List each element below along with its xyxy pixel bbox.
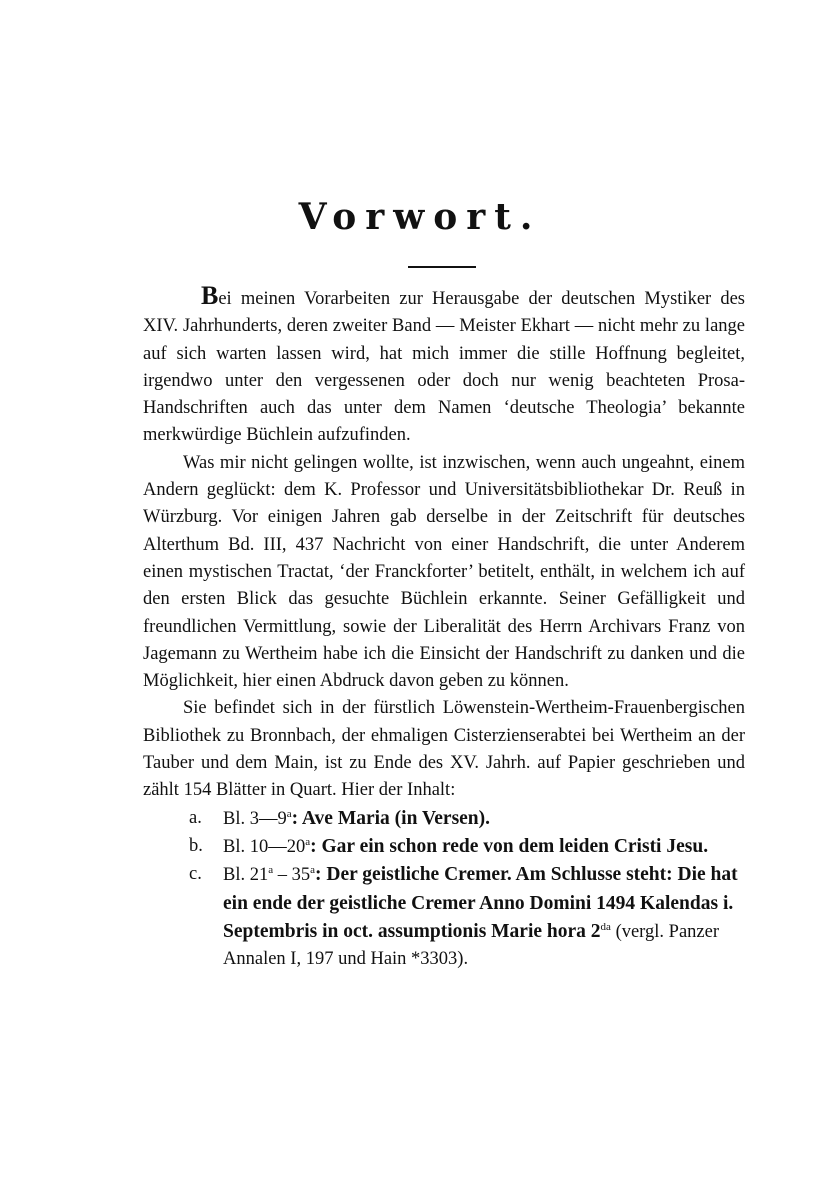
list-item-ref-sup: a <box>286 807 292 820</box>
paragraph-2: Was mir nicht gelingen wollte, ist inzwischen, wenn auch ungeahnt, einem Andern geglückt: dem K. Professor und Universitätsbibliothekar Dr. Reuß in Würzburg. Vor einigen Jahren gab derselbe in der Zeitschrift für deutsches Alterthum Bd. III, 437 Nachricht von einer Handschrift, die unter Anderem einen mystischen Tractat, ‘der Franckforter’ betitelt, enthält, in welchem ich auf den ersten Blick das gesuchte Büchlein erkannte. Seiner Gefälligkeit und freundlichen Vermittlung, sowie der Liberalität des Herrn Archivars Franz von Jagemann zu Wertheim habe ich die Einsicht der Handschrift zu danken und die Möglichkeit, hier einen Abdruck davon geben zu können. <box>143 452 745 692</box>
list-item <box>143 833 745 861</box>
list-item-label: a. <box>189 807 202 828</box>
list-item-ref: Bl. 10—20 <box>223 836 306 857</box>
paragraph-1 <box>143 281 745 450</box>
list-item <box>143 861 745 973</box>
contents-list <box>143 805 745 974</box>
list-item-tail: (vergl. Panzer Annalen I, 197 und Hain *3303). <box>223 921 719 970</box>
list-item-ref-sup: a <box>305 835 311 848</box>
paragraph-1-text: ei meinen Vorarbeiten zur Herausgabe der deutschen Mystiker des XIV. Jahrhunderts, deren zweiter Band — Meister Ekhart — nicht mehr zu lange auf sich warten lassen wird, hat mich immer die stille Hoffnung begleitet, irgendwo unter den vergessenen oder doch nur wenig beachteten Prosa-Handschriften auch das unter dem Namen ‘deutsche Theologia’ bekannte merkwürdige Büchlein aufzufinden. <box>143 289 745 446</box>
list-item-text: : Ave Maria (in Versen). <box>291 807 491 829</box>
list-item-ref: Bl. 3—9 <box>223 808 287 829</box>
list-item-text: : Der geistliche Cremer. Am Schlusse steht: Die hat ein ende der geistliche Cremer Anno Domini 1494 Kalendas i. Septembris in oct. assumptionis Marie hora 2 <box>223 864 738 942</box>
list-item-text-sup: da <box>600 920 611 933</box>
paragraph-3: Sie befindet sich in der fürstlich Löwenstein-Wertheim-Frauenbergischen Bibliothek zu Bronnbach, der ehmaligen Cisterzienserabtei bei Wertheim an der Tauber und dem Main, ist zu Ende des XV. Jahrh. auf Papier geschrieben und zählt 154 Blätter in Quart. Hier der Inhalt: <box>143 698 745 801</box>
list-item <box>143 805 745 833</box>
body-text <box>143 281 745 973</box>
list-item-label: c. <box>189 864 202 885</box>
list-item-ref-sup: a <box>268 864 274 877</box>
list-item-ref-2-sup: a <box>310 864 316 877</box>
list-item-ref-2: – 35 <box>273 865 311 886</box>
list-item-label: b. <box>189 835 203 856</box>
list-item-text: : Gar ein schon rede von dem leiden Cristi Jesu. <box>310 835 709 857</box>
title-divider <box>408 266 476 268</box>
page-title: Vorwort. <box>298 196 542 238</box>
list-item-ref: Bl. 21 <box>223 865 269 886</box>
drop-cap: B <box>201 281 219 310</box>
